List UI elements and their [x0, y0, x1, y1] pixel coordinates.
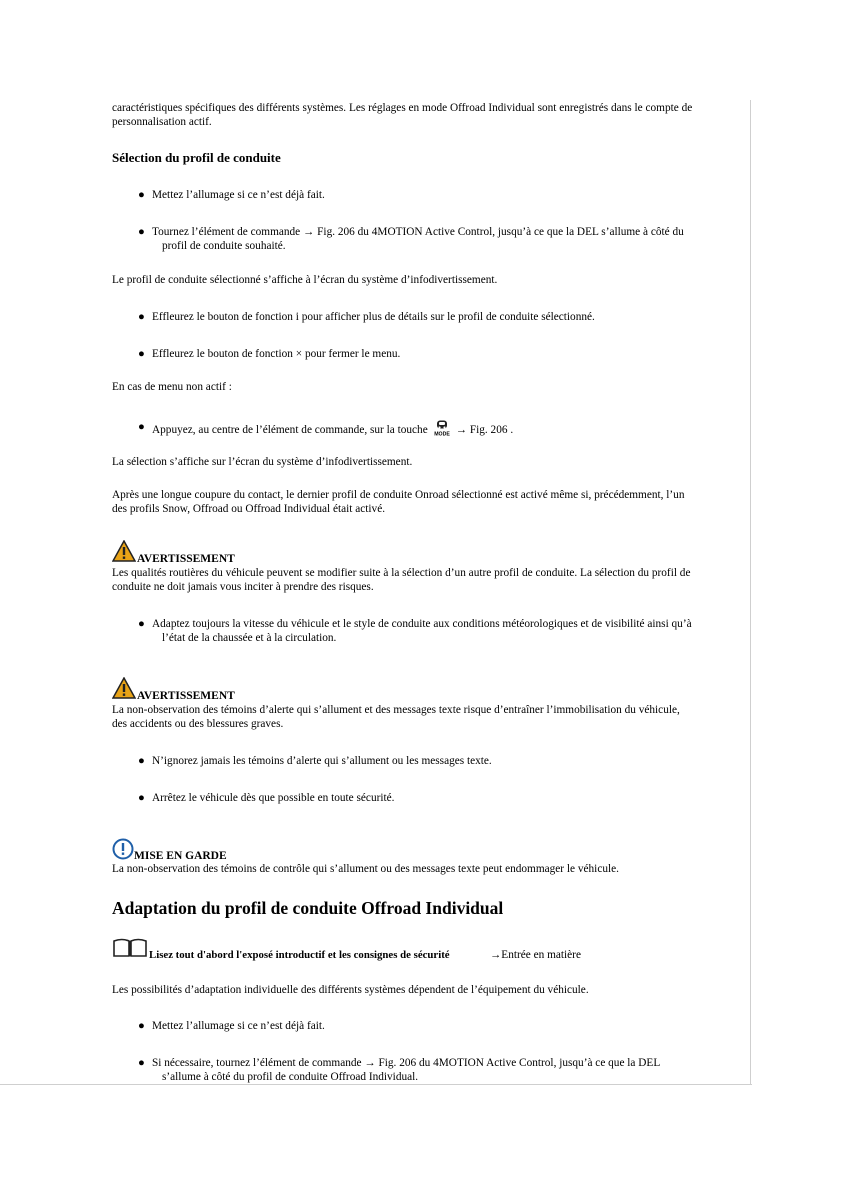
list-item-text: Adaptez toujours la vitesse du véhicule et le style de conduite aux conditions météorologiques et de visibilité ainsi qu’à: [152, 618, 692, 630]
bullet-icon: ●: [138, 1057, 145, 1069]
warning-text: Les qualités routières du véhicule peuvent se modifier suite à la sélection d’un autre profil de conduite. La sélection du profil de: [112, 567, 691, 579]
warning-text: des accidents ou des blessures graves.: [112, 718, 284, 730]
section-heading-profile-selection: Sélection du profil de conduite: [112, 150, 281, 165]
mode-key-label: MODE: [433, 431, 450, 436]
section-heading-offroad-individual: Adaptation du profil de conduite Offroad Individual: [112, 898, 504, 918]
warning-title: AVERTISSEMENT: [137, 690, 235, 702]
notice-block: [112, 838, 740, 876]
list-item-text: Tournez l’élément de commande → Fig. 206 du 4MOTION Active Control, jusqu’à ce que la DEL s’allume à côté du: [152, 226, 684, 238]
list-item: [138, 1019, 738, 1033]
entree-en-matiere-link[interactable]: →Entrée en matière: [490, 949, 581, 961]
list-item: [138, 617, 738, 645]
read-first-line: [112, 938, 740, 960]
bullet-icon: ●: [138, 755, 145, 767]
list-item: [138, 420, 738, 437]
book-icon: [112, 938, 148, 958]
paragraph: En cas de menu non actif :: [112, 381, 232, 393]
notice-text: La non-observation des témoins de contrôle qui s’allument ou des messages texte peut endommager le véhicule.: [112, 863, 619, 875]
info-circle-icon: [112, 838, 134, 860]
list-item-text: Mettez l’allumage si ce n’est déjà fait.: [152, 1020, 325, 1032]
bullet-icon: ●: [138, 311, 145, 323]
list-item: [138, 225, 738, 253]
paragraph-line: Après une longue coupure du contact, le dernier profil de conduite Onroad sélectionné est activé même si, précédemment, l’un: [112, 489, 685, 501]
intro-paragraph: [112, 101, 740, 129]
bullet-icon: ●: [138, 1020, 145, 1032]
list-item: [138, 347, 738, 361]
bullet-icon: ●: [138, 226, 145, 238]
mode-button-icon: [432, 420, 452, 436]
warning-title: AVERTISSEMENT: [137, 553, 235, 565]
list-item: [138, 791, 738, 805]
paragraph-line: des profils Snow, Offroad ou Offroad Individual était activé.: [112, 503, 386, 515]
list-item-text: Effleurez le bouton de fonction × pour fermer le menu.: [152, 348, 401, 360]
list-item: [138, 754, 738, 768]
intro-line-2: personnalisation actif.: [112, 116, 212, 128]
bullet-icon: ●: [138, 348, 145, 360]
bullet-icon: ●: [138, 792, 145, 804]
list-item-text: Arrêtez le véhicule dès que possible en toute sécurité.: [152, 792, 395, 804]
list-item-text: Mettez l’allumage si ce n’est déjà fait.: [152, 189, 325, 201]
warning-text: La non-observation des témoins d’alerte qui s’allument et des messages texte risque d’entraîner l’immobilisation du véhicule,: [112, 704, 680, 716]
page-bottom-border: [0, 1084, 752, 1085]
warning-block: [112, 677, 740, 731]
list-item: [138, 188, 738, 202]
page-right-border: [750, 100, 751, 1084]
notice-title: MISE EN GARDE: [134, 850, 227, 862]
bullet-icon: ●: [138, 421, 145, 433]
list-item: [138, 310, 738, 324]
list-item-text: N’ignorez jamais les témoins d’alerte qui s’allument ou les messages texte.: [152, 755, 492, 767]
list-item: [138, 1056, 738, 1084]
warning-triangle-icon: [112, 677, 136, 699]
paragraph: Les possibilités d’adaptation individuelle des différents systèmes dépendent de l’équipement du véhicule.: [112, 984, 589, 996]
list-item-text: Si nécessaire, tournez l’élément de commande → Fig. 206 du 4MOTION Active Control, jusqu’à ce que la DEL: [152, 1057, 661, 1069]
bullet-icon: ●: [138, 618, 145, 630]
list-item-text-continued: l’état de la chaussée et à la circulation.: [162, 632, 337, 644]
paragraph: La sélection s’affiche sur l’écran du système d’infodivertissement.: [112, 456, 413, 468]
list-item-text-continued: s’allume à côté du profil de conduite Offroad Individual.: [162, 1071, 419, 1083]
list-item-text: Appuyez, au centre de l’élément de commande, sur la touche: [152, 424, 428, 436]
paragraph: Le profil de conduite sélectionné s’affiche à l’écran du système d’infodivertissement.: [112, 274, 498, 286]
list-item-text-continued: profil de conduite souhaité.: [162, 240, 286, 252]
list-item-text: Effleurez le bouton de fonction i pour afficher plus de détails sur le profil de conduite sélectionné.: [152, 311, 595, 323]
warning-triangle-icon: [112, 540, 136, 562]
bullet-icon: ●: [138, 189, 145, 201]
paragraph: [112, 488, 740, 516]
warning-text: conduite ne doit jamais vous inciter à prendre des risques.: [112, 581, 374, 593]
read-first-text: Lisez tout d'abord l'exposé introductif et les consignes de sécurité: [149, 949, 450, 961]
intro-line-1: caractéristiques spécifiques des différents systèmes. Les réglages en mode Offroad Individual sont enregistrés dans le compte de: [112, 102, 693, 114]
list-item-text: → Fig. 206 .: [455, 424, 514, 436]
warning-block: [112, 540, 740, 594]
